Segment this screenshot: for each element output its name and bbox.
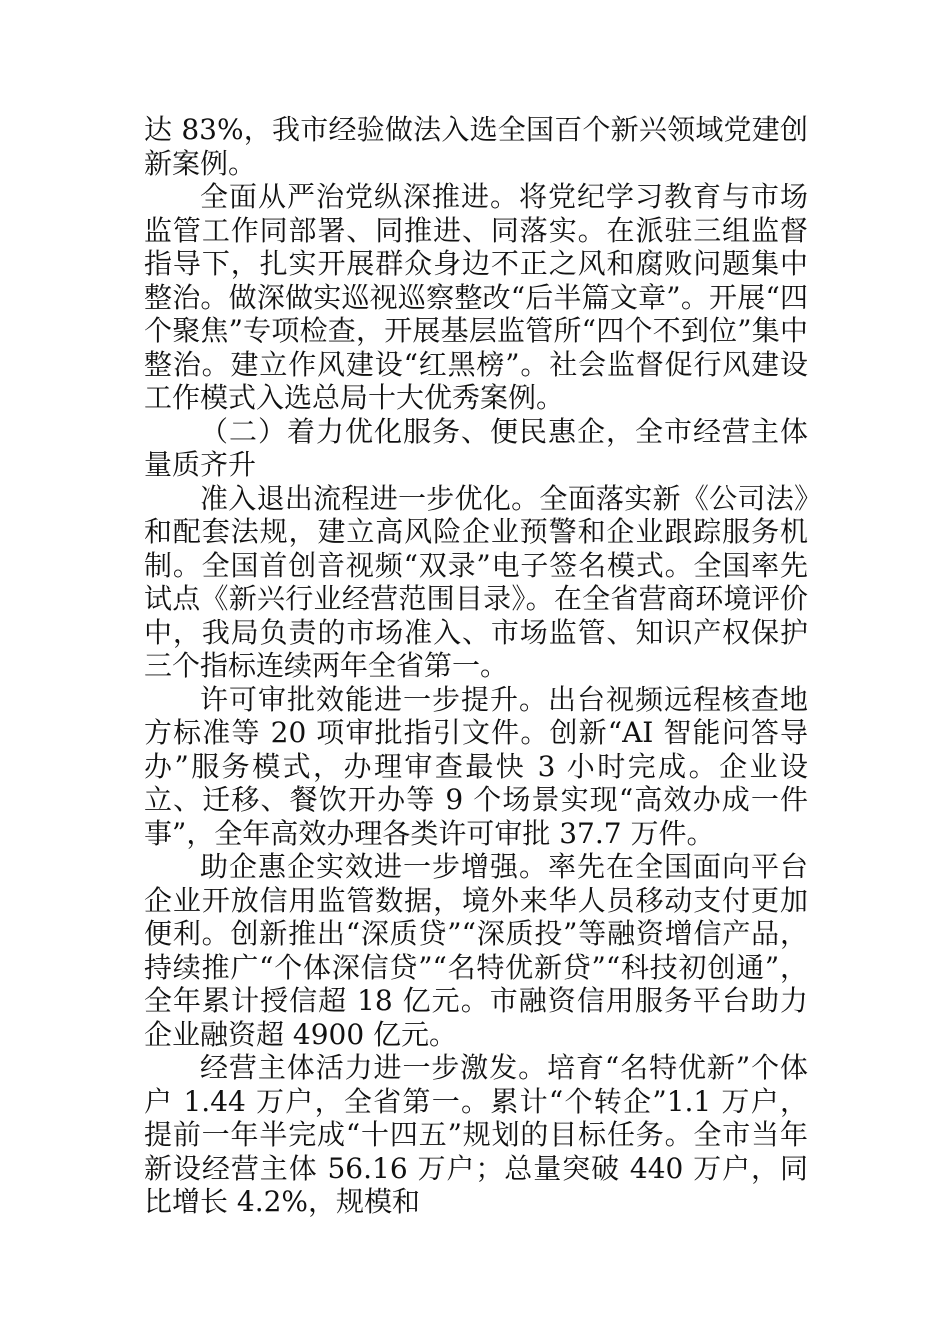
paragraph-strict-governance: 全面从严治党纵深推进。将党纪学习教育与市场监管工作同部署、同推进、同落实。在派驻三组监督指导下，扎实开展群众身边不正之风和腐败问题集中整治。做深做实巡视巡察整改“后半篇文章”。开展“四个聚焦”专项检查，开展基层监管所“四个不到位”集中整治。建立作风建设“红黑榜”。社会监督促行风建设工作模式入选总局十大优秀案例。: [144, 180, 808, 414]
paragraph-enterprise-support: 助企惠企实效进一步增强。率先在全国面向平台企业开放信用监管数据，境外来华人员移动支付更加便利。创新推出“深质贷”“深质投”等融资增信产品，持续推广“个体深信贷”“名特优新贷”“科技初创通”，全年累计授信超 18 亿元。市融资信用服务平台助力企业融资超 4900 亿元。: [144, 850, 808, 1051]
section-heading-optimize-service: （二）着力优化服务、便民惠企，全市经营主体量质齐升: [144, 414, 808, 481]
paragraph-business-vitality: 经营主体活力进一步激发。培育“名特优新”个体户 1.44 万户，全省第一。累计“个转企”1.1 万户，提前一年半完成“十四五”规划的目标任务。全市当年新设经营主体 56.16 万户；总量突破 440 万户，同比增长 4.2%，规模和: [144, 1051, 808, 1218]
paragraph-approval-efficiency: 许可审批效能进一步提升。出台视频远程核查地方标准等 20 项审批指引文件。创新“AI 智能问答导办”服务模式，办理审查最快 3 小时完成。企业设立、迁移、餐饮开办等 9 个场景实现“高效办成一件事”，全年高效办理各类许可审批 37.7 万件。: [144, 682, 808, 850]
paragraph-party-building-result: 达 83%，我市经验做法入选全国百个新兴领域党建创新案例。: [144, 113, 808, 180]
paragraph-entry-exit-process: 准入退出流程进一步优化。全面落实新《公司法》和配套法规，建立高风险企业预警和企业跟踪服务机制。全国首创音视频“双录”电子签名模式。全国率先试点《新兴行业经营范围目录》。在全省营商环境评价中，我局负责的市场准入、市场监管、知识产权保护三个指标连续两年全省第一。: [144, 481, 808, 682]
document-body: [144, 113, 808, 1219]
